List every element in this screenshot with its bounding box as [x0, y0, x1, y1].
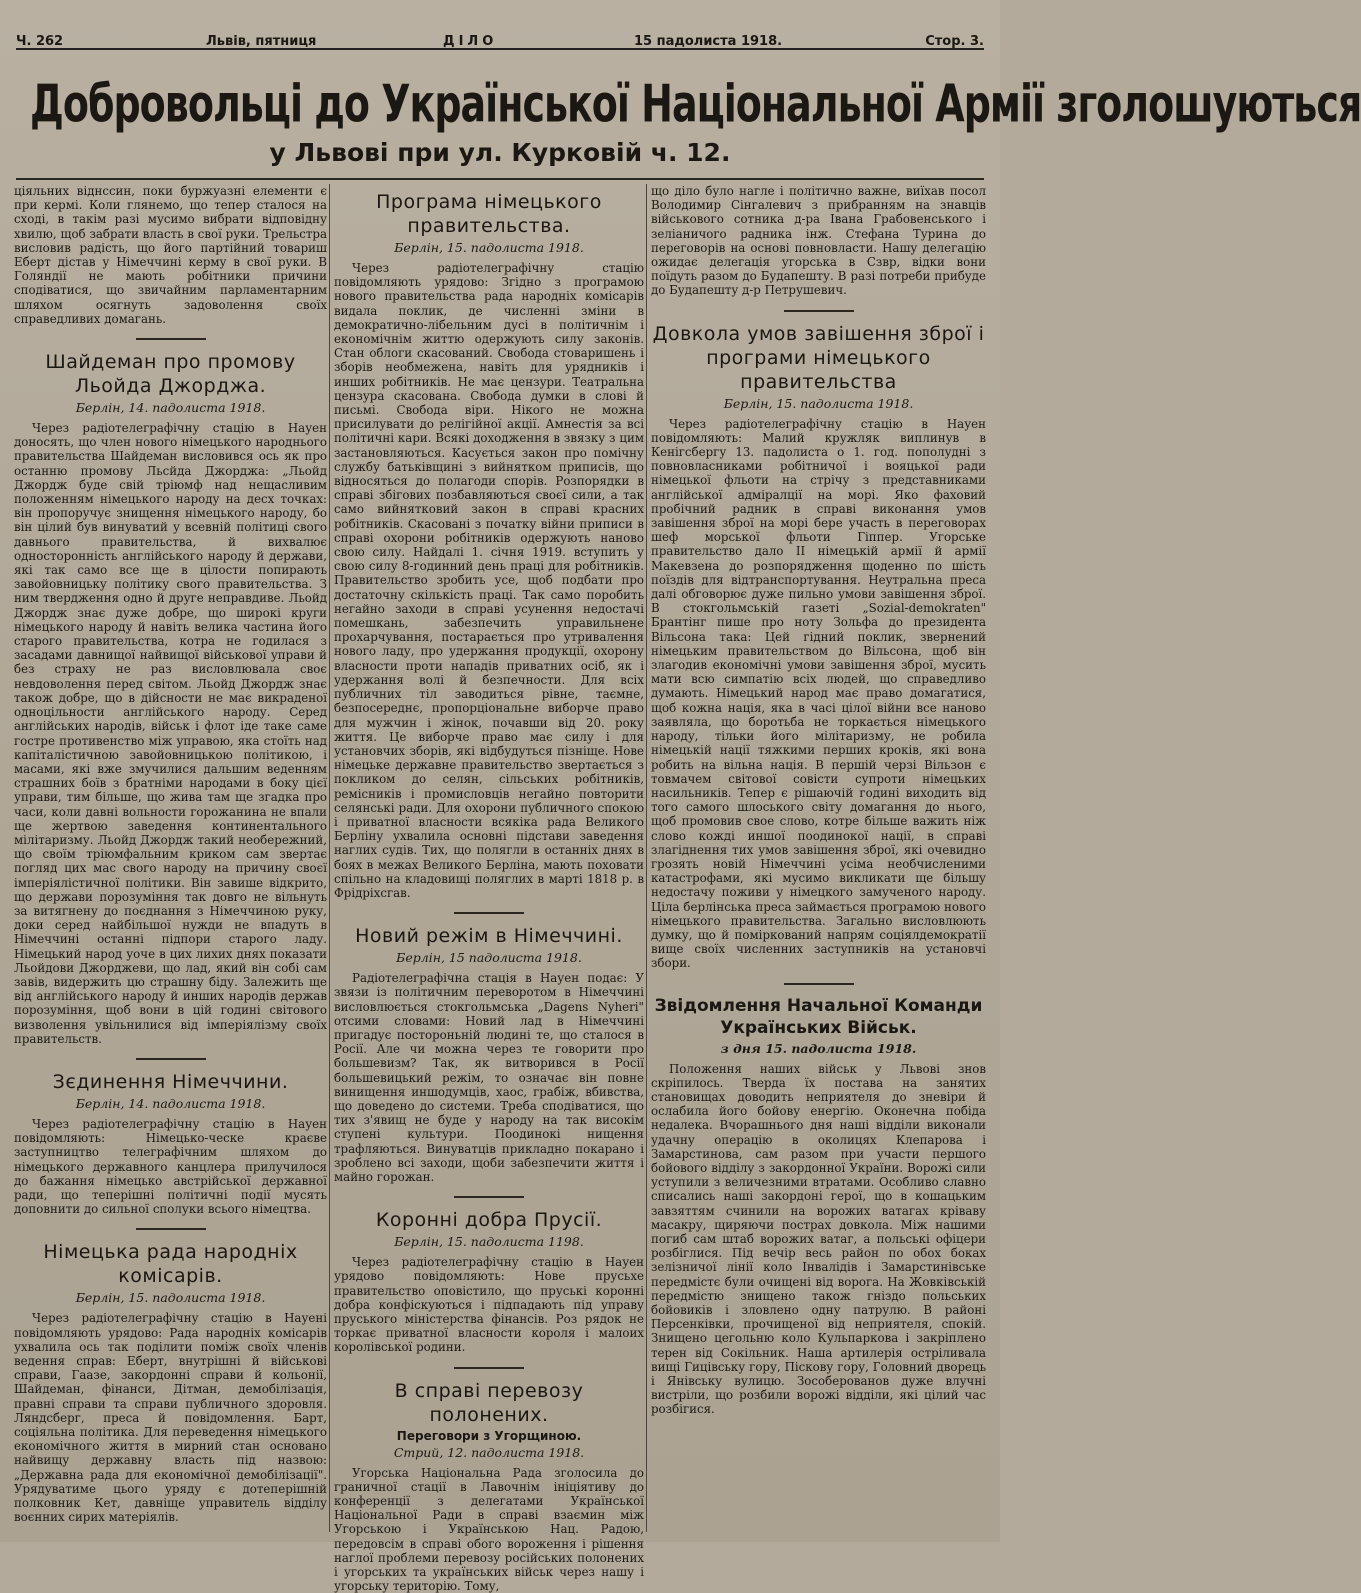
article-title: Новий режім в Німеччині. — [355, 925, 623, 948]
article-title: Шайдеман про промову Льойда Джорджа. — [45, 351, 296, 398]
article-separator — [136, 338, 206, 340]
column-1 — [14, 184, 327, 1532]
article-body: Через радіотелеграфічну стацію в Науені повідомляють урядово: Рада народніх комісарів ухвалила ось так поділити поміж своїх членів ведення справ: Еберт, внутрішні й військові справи, Гаазе, закордонні справи й кольонії, Шайдеман, фінанси, Дітман, демобілізація, правні справи та справи публичного здоровля. Ляндсберг, преса й повідомлення. Барт, соціяльна політика. Для переведення німецького економічного життя в мирний стан основано найвищу державну власть під назвою: „Державна рада для економічної демобілізації". Урядуватиме цього уряду є дотеперішній полковник Кет, давніще управитель відділу воєнних сирих матеріялів. — [14, 1311, 327, 1525]
paper-name: ДІЛО — [443, 34, 498, 49]
article-separator — [784, 310, 854, 312]
article-title: Зєдинення Німеччини. — [52, 1070, 289, 1093]
city-day: Львів, пятниця — [206, 34, 317, 49]
article-dateline: з дня 15. падолиста 1918. — [720, 1040, 917, 1056]
article-dateline: Берлін, 14. падолиста 1918. — [75, 400, 266, 416]
article — [651, 322, 986, 971]
header-rule — [16, 48, 984, 50]
article-dateline: Берлін, 15. падолиста 1198. — [394, 1234, 584, 1250]
article-body: ціяльних віднссин, поки буржуазні елементи є при кермі. Коли глянемо, що тепер сталося на сході, в такім разі мусимо вибрати відповідну хвилю, щоб забрати власть в свої руки. Трельстра висловив радість, що його партійний товариш Еберт дістав у Німеччині керму в свої руки. В Голяндії не мають робітники причини сподіватися, що звичайним парламентарним шляхом осягнуть задоволення своїх справедливих домагань. — [14, 184, 327, 326]
article-dateline: Берлін, 15. падолиста 1918. — [75, 1290, 266, 1306]
article — [334, 190, 644, 900]
article-body: Положення наших військ у Львові знов скріпилось. Тверда їх постава на занятих становищах доводить неприятеля до зневіри й ослабила його бойову енергію. Оконечна побіда недалека. Вчорашнього дня наші відділи виконали удачну операцію в околицях Клепарова і Замарстинова, сам разом при участи першого бойового відділу з закордонної України. Ворожі сили уступили з величезними втратами. Особливо славно списались наші закордоні герої, що в кошацьким завзяттям счинили на ворожих ватагах кріваву масакру, щиряючи пострах довкола. Між нашими погиб сам штаб ворожих ватаг, а польські офіцери розбіглися. Під вечір весь район по обох боках зелізничої лінії коло Інвалідів і Замарстинівське передмістє були очищені від ворога. На Жовківській передмістю знищено також гніздо польських бойовиків і зловлено одну патрулю. В районі Персенківки, прочищеної від неприятеля, спокій. Знищено цегольню коло Кульпаркова і закріплено терен від Сокільник. Наша артилерія остріливала вищі Гицівську гору, Піскову гору, Головний дворець і Янівську вулицю. Зособерованов дуже влучні вистріли, що розбили ворожі відділи, які цілий час розбігися. — [651, 1061, 986, 1417]
article-subtitle: Переговори з Угорщиною. — [396, 1428, 582, 1443]
article-continuation — [14, 184, 327, 326]
article-body: Через радіотелеграфічну стацію в Науен доносять, що член нового німецького народнього правительства Шайдеман висловився ось як про останню промову Льсйда Джорджа: „Льойд Джордж буде свій тріюмф над нещасливим положенням німецького народу на десх точках: він пропоручує знищення німецького народу, бо він цілий був винуватий у всевній політиці свого давнього правительства, й вихвалює односторонність англійського народу й держави, які так само все ще в цілости попирають завойовницьку політику свого правительства. З ним твердження одно й друге неправдиве. Льойд Джордж знає дуже добре, що широкі круги німецького народу й навіть велика частина його старого правительства, котра не годилася з засадами давнищої найвищої військової управи й без страху не раз висловлювала своє невдоволення перед світом. Льойд Джордж знає також добре, що в дійсности не має викраденої одноцільности англійського народу. Серед англійських народів, військ і флот іде таке саме гостре противенство між управою, яка стоїть над капіталістичною завойовницькою політикою, і масами, які вже змучилися дальшим веденням страшних боїв з братніми народами в боку цієї управи, тим більше, що жива там ще згадка про часи, коли давні вольности горожанина не впали ще жертвою заведення континентального мілітаризму. Льойд Джордж такий необережний, що своїм тріюмфальним криком сам звертає погляд цих мас свого народу на причину своєї імперіялістичної політики. Він завише відкрито, що держави порозуміння так довго не вільнуть за витягнену до поєднання з Німеччиною руку, доки серед найбільшої нужди не впадуть в Німеччині останні підпори старого ладу. Німецький народ уоче в цих лихих днях показати Льойдови Джорджеви, що лад, який він собі сам завів, видержить цю страшну біду. Залежить ще від англійського народу й инших народів держав порозуміння, щоб вони в цій годині світового визволення увільнилися від імперіялізму своїх правительств. — [14, 421, 327, 1046]
banner-subline: у Львові при ул. Курковій ч. 12. — [269, 138, 731, 167]
article-separator — [454, 912, 524, 914]
article-title: Коронні добра Прусії. — [375, 1209, 603, 1232]
article-body: Через радіотелеграфічну стацію повідомляють урядово: Згідно з програмою нового правительства рада народніх комісарів видала поклик, де численні зміни в демократично-лібельним дусі в політичнім і економічнім життю одержують силу законів. Стан облоги скасований. Свобода стоваришень і зборів необмежена, навіть для урядників і инших робітників. Не має цензури. Театральна цензура скасована. Свобода думки в слові й письмі. Свобода віри. Нікого не можна присилувати до релігійної акції. Амнестія за всі політичні кари. Всякі доходження в звязку з цим застановляються. Касується закон про помічну службу батьківщині з вийнятком приписів, що відносяться до полагоди спорів. Розпорядки в справі збігових позбавляються своєї сили, а так само вийнятковий закон в справі красних робітників. Скасовані з початку війни приписи в справі охорони робітників одержують наново свою силу. Найдалі 1. січня 1919. вступить у свою силу 8-годинний день праці для робітників. Правительство зробить усе, щоб подбати про достаточну скількість праці. Так само поробить негайно заходи в справі усунення недостачі помешкань, забезпечить управильнене прохарчування, постарається про утривалення нового ладу, про удержання продукції, охорону власности проти нападів приватних осіб, як і удержання волі й безпечности. Для всіх публичних тіл заводиться рівне, таємне, безпосереднє, пропорціональне виборче право для мужчин і жінок, почавши від 20. року життя. Це виборче право має силу і для установчих зборів, які відбудуться пізніще. Нове німецьке державне правительство звертається з покликом до селян, сільських робітників, ремісників і промисловців негайно повторити селянські ради. Для охорони публичного спокою і приватної власности всякіка рада Великого Берліну ухвалила основні підстави заведення наглих судів. Тих, що полягли в останніх днях в боях в межах Великого Берліна, мають поховати спільно на кладовищі поляглих в марті 1818 р. в Фрідріхсгав. — [334, 261, 644, 900]
article — [14, 350, 327, 1046]
article-separator — [784, 983, 854, 985]
article — [334, 1379, 644, 1593]
column-2 — [334, 184, 644, 1593]
issue-date: 15 падолиста 1918. — [634, 34, 783, 49]
article-dateline: Берлін, 15. падолиста 1918. — [394, 240, 584, 255]
column-divider — [646, 184, 647, 1532]
page-number: Стор. 3. — [925, 34, 984, 49]
article-title: Німецька рада народніх комісарів. — [43, 1241, 298, 1288]
article-continuation — [651, 184, 986, 298]
article-body: Через радіотелеграфічну стацію в Науен урядово повідомляють: Нове прусьхе правительство оповістило, що пруські коронні добра конфіскуються і підпадають під управу пруського міністерства фінансів. Роз рядок не торкає приватної власности короля і малоих королівської родини. — [334, 1255, 644, 1355]
article — [14, 1240, 327, 1524]
article — [14, 1070, 327, 1216]
article-body: Угорська Національна Рада зголосила до граничної стації в Лавочнім ініціятиву до конференції з делегатами Української Національної Ради в справі взаємин між Угорською і Українською Нац. Радою, передовсім в справі обого вороження і рішення наглої проблеми перевозу російських полонених і угорських та українських військ через нашу і угорську територію. Тому, — [334, 1465, 644, 1593]
article-dateline: Берлін, 14. падолиста 1918. — [75, 1095, 266, 1111]
article — [651, 995, 986, 1417]
article-title: Звідомлення Начальної Команди Українських Військ. — [654, 995, 983, 1038]
article-body: Через радіотелеграфічну стацію в Науен повідомляють: Німецько-ческе краєве заступництво телеграфічним шляхом до німецького державного канцлера прилучилося до бажання німецько австрійської державної ради, що теперішні політичні події мусять доповнити до сильної сполуки всього німецтва. — [14, 1116, 327, 1217]
banner-headline: Добровольці до Української Національної Армії зголошуються — [30, 74, 1361, 134]
article-separator — [454, 1196, 524, 1198]
article-body: що діло було нагле і політично важне, виїхав посол Володимир Сінгалевич з прибранням на знавців військового сотника д-ра Івана Грабовенського і зеліаничого радника інж. Стефана Турина до переговорів на основі повновласти. Нашу делегацію ожидає делегація угорська в Сзвр, відки вони поїдуть разом до Будапешту. В разі потреби прибуде до Будапешту д-р Петрушевич. — [651, 184, 986, 298]
article — [334, 924, 644, 1184]
article-body: Через радіотелеграфічну стацію в Науен повідомляють: Малий кружляк виплинув в Кенігсбергу 13. падолиста о 1. год. пополудні з повновласниками робітничої і вояцької ради німецької фльоти на стрічу з представниками англійської адміралції на морі. Яко фаховий пробічний радник в справі виконання умов завішення зброї на морі бере участь в переговорах шеф морської фльоти Гіппер. Угорське правительство дало II німецькій армії й армії Макевзена до розпорядження щоденно по шість поїздів для відтранспортування. Неутральна преса далі обговорює дуже пильно умови завішення зброї. В стокгольмській газеті „Sozial-demokraten" Брантінг пише про ноту Зольфа до президента Вільсона така: Цей гідний поклик, звернений німецьким правительством до Вільсона, щоб він злагодив економічні умови завішення зброї, мусить мати всю симпатію всіх людей, що справедливо думають. Німецький народ має право домагатися, щоб кожна нація, яка в часі цілої війни все наново заявляла, що боротьба не торкається німецького народу, тільки його мілітаризму, не робила німецькій нації тяжкими перших кроків, які вона робить на вільна нація. В першій черзі Вільзон є товмачем світової совісти супроти німецьких насильників. Тепер є рішаючій годині виходить від того самого шлоського світу домагання до нього, щоб промовив свое слово, котре більше важить ніж слово кожді иншої поодинокої нації, в справі злагіднення тих умов завішення зброї, які очевидно грозять новій Німеччині усіма необчисленими катастрофами, які мусимо викликати ще більшу недостачу поживи у німецкого замученого народу. Ціла берлінська преса займається програмою нового німецького правительства. Загально висловлюють думку, що й поміркований напрям соціялдемократії вище своїх численних заступників на установчі збори. — [651, 416, 986, 971]
column-3 — [651, 184, 986, 1532]
article-separator — [454, 1367, 524, 1369]
article-separator — [136, 1058, 206, 1060]
article-body: Радіотелеграфічна стація в Науен подає: У звязи із політичним переворотом в Німеччині висловлюється стокгольмська „Dagens Nyheri" отсими словами: Новий лад в Німеччині пригадує постороньній людині те, що сталося в Росії. Але чи можна через те говорити про большевизм? Так, як витворився в Росії большевицький режім, то означає він повне винищення иншодумців, хаос, грабіж, вбивства, що доведено до системи. Треба сподіватися, що тих з'явищ не буде у народу на так високім ступені культури. Поодинокі нищення трафляються. Винуватців прикладно покарано і зроблено всі заходи, щоби забезпечити життя і майно горожан. — [334, 971, 644, 1184]
banner-rule — [16, 178, 984, 180]
article-title: Довкола умов завішення зброї і програми німецького правительства — [652, 322, 985, 393]
article-dateline: Стрий, 12. падолиста 1918. — [393, 1444, 585, 1460]
column-divider — [329, 184, 330, 1532]
article-dateline: Берлін, 15 падолиста 1918. — [396, 950, 582, 966]
article-title: В справі перевозу полонених. — [394, 1379, 584, 1426]
article-separator — [136, 1228, 206, 1230]
issue-number: Ч. 262 — [16, 34, 64, 49]
article — [334, 1208, 644, 1354]
article-title: Програма німецького правительства. — [376, 191, 602, 237]
article-dateline: Берлін, 15. падолиста 1918. — [723, 395, 914, 411]
